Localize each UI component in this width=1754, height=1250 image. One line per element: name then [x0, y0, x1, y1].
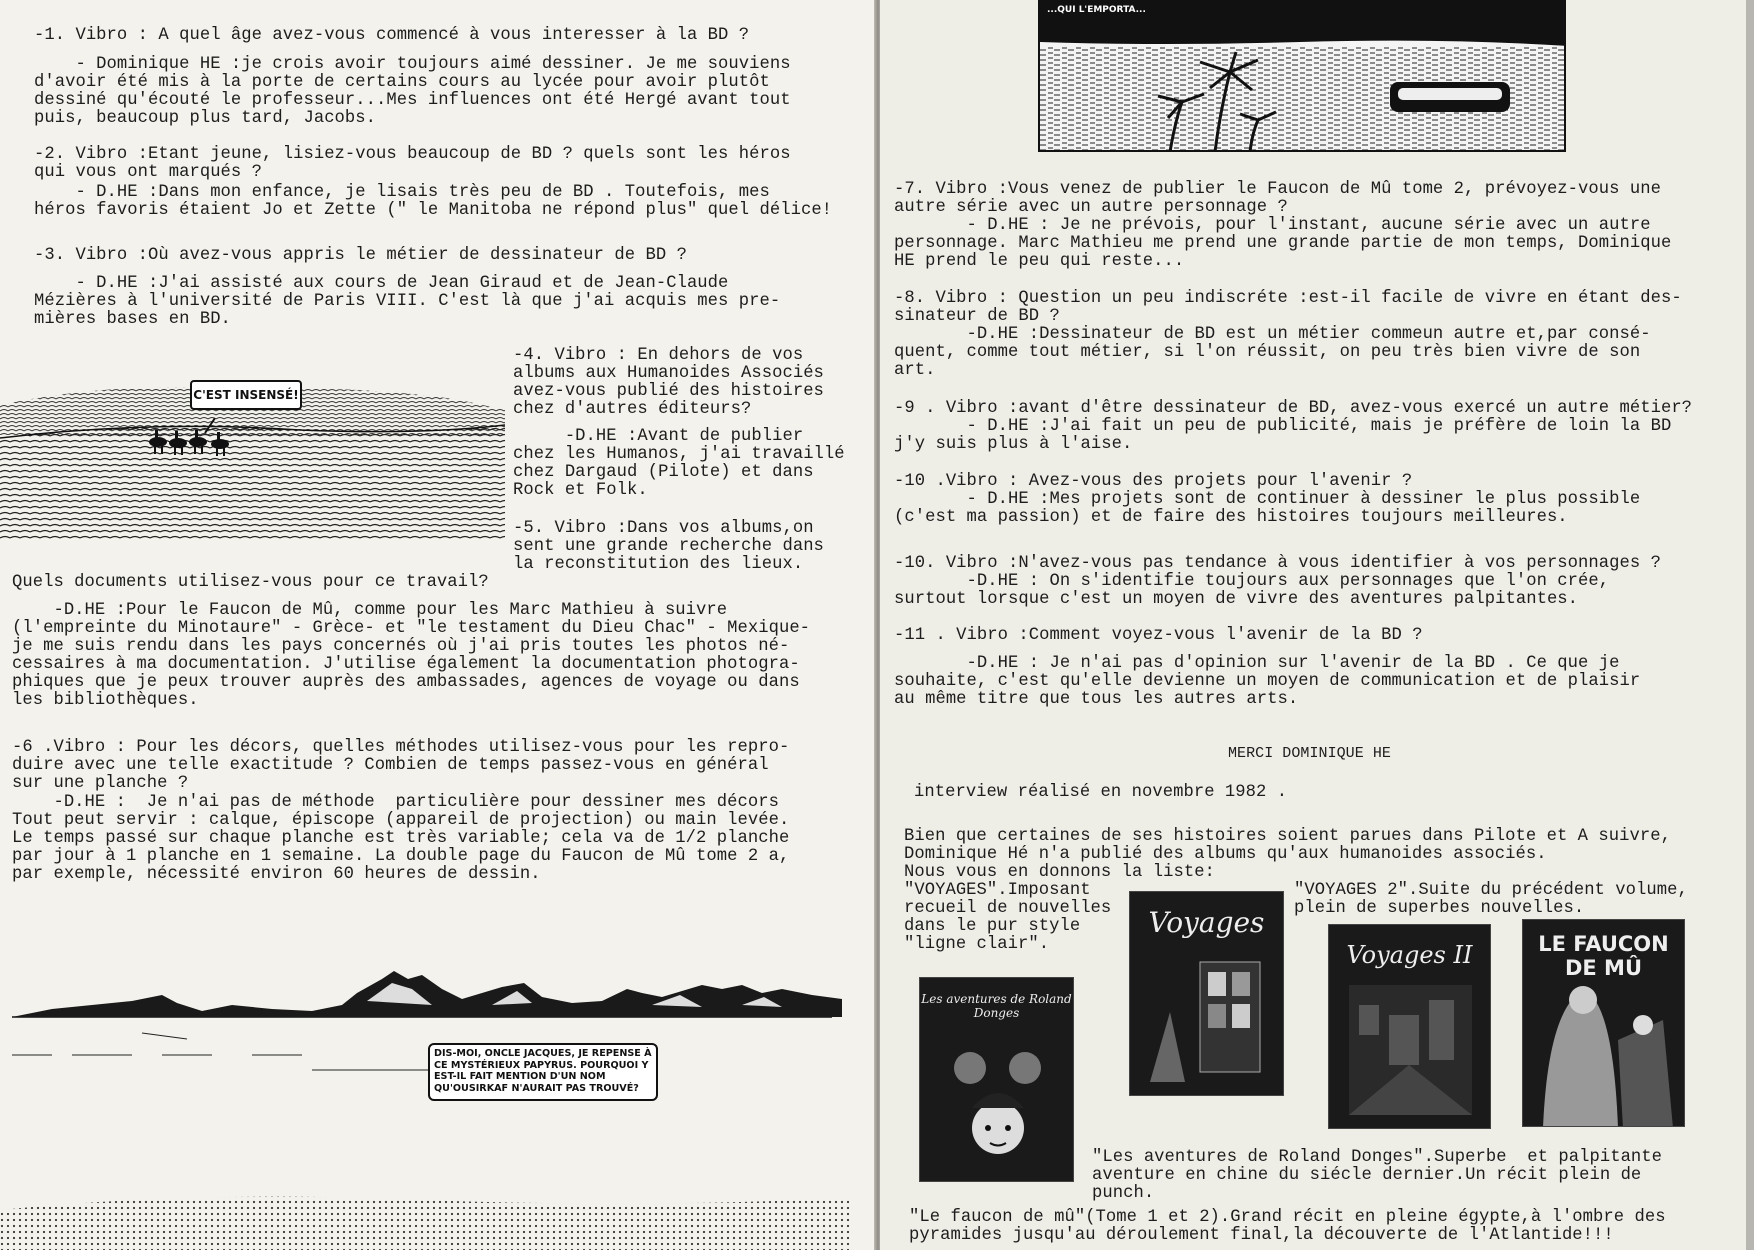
- sea-sarcophagus-panel: [1038, 0, 1566, 152]
- roland-desc-line-3: punch.: [1092, 1184, 1155, 1203]
- speech-bubble-dialogue: DIS-MOI, ONCLE JACQUES, JE REPENSE À CE MYSTÉRIEUX PAPYRUS. POURQUOI Y EST-IL FAIT MENTION D'UN NOM QU'OUSIRKAF N'AURAIT PAS TROUVÉ?: [428, 1043, 658, 1101]
- answer-10a-line-2: (c'est ma passion) et de faire des histoires toujours meilleures.: [894, 508, 1568, 527]
- answer-3-line-2: Mézières à l'université de Paris VIII. C'est là que j'ai acquis mes pre-: [34, 292, 781, 311]
- question-5-line-2: sent une grande recherche dans: [513, 537, 824, 556]
- bibliography-intro-line-3: Nous vous en donnons la liste:: [904, 863, 1215, 882]
- question-5-line-1: -5. Vibro :Dans vos albums,on: [513, 519, 814, 538]
- question-2-line-2: qui vous ont marqués ?: [34, 163, 263, 182]
- left-page: [0, 0, 875, 1250]
- answer-11-line-3: au même titre que tous les autres arts.: [894, 690, 1299, 709]
- interview-date: interview réalisé en novembre 1982 .: [914, 783, 1288, 802]
- voyages-desc-line-3: dans le pur style: [904, 917, 1081, 936]
- question-6-line-3: sur une planche ?: [12, 774, 189, 793]
- question-7-line-1: -7. Vibro :Vous venez de publier le Faucon de Mû tome 2, prévoyez-vous une: [894, 180, 1661, 199]
- thanks-line: MERCI DOMINIQUE HE: [1228, 745, 1391, 762]
- panel-caption: ...QUI L'EMPORTA...: [1044, 4, 1149, 16]
- question-10a: -10 .Vibro : Avez-vous des projets pour l'avenir ?: [894, 472, 1413, 491]
- question-5-line-3: la reconstitution des lieux.: [513, 555, 804, 574]
- question-4-line-1: -4. Vibro : En dehors de vos: [513, 346, 804, 365]
- answer-5-line-3: je me suis rendu dans les pays concernés où j'ai pris toutes les photos né-: [12, 637, 790, 656]
- cover-title: Voyages: [1148, 906, 1265, 939]
- question-3: -3. Vibro :Où avez-vous appris le métier de dessinateur de BD ?: [34, 246, 687, 265]
- answer-7-line-3: HE prend le peu qui reste...: [894, 252, 1185, 271]
- answer-5-line-5: phiques que je peux trouver auprès des ambassades, agences de voyage ou dans: [12, 673, 800, 692]
- bibliography-intro-line-2: Dominique Hé n'a publié des albums qu'aux humanoides associés.: [904, 845, 1547, 864]
- answer-11-line-1: -D.HE : Je n'ai pas d'opinion sur l'avenir de la BD . Ce que je: [894, 654, 1620, 673]
- answer-5-line-6: les bibliothèques.: [12, 691, 199, 710]
- album-cover-voyages-ii: [1328, 924, 1491, 1129]
- roland-desc-line-2: aventure en chine du siécle dernier.Un récit plein de: [1092, 1166, 1642, 1185]
- cover-title: Voyages II: [1346, 941, 1473, 969]
- voyages2-desc-line-2: plein de superbes nouvelles.: [1294, 899, 1585, 918]
- answer-6-line-3: Le temps passé sur chaque planche est très variable; cela va de 1/2 planche: [12, 829, 790, 848]
- answer-10b-line-1: -D.HE : On s'identifie toujours aux personnages que l'on crée,: [894, 572, 1610, 591]
- faucon-desc-line-2: pyramides jusqu'au déroulement final,la découverte de l'Atlantide!!!: [909, 1226, 1614, 1245]
- answer-5-line-4: cessaires à ma documentation. J'utilise également la documentation photogra-: [12, 655, 800, 674]
- voyages-desc-line-1: "VOYAGES".Imposant: [904, 881, 1091, 900]
- question-11: -11 . Vibro :Comment voyez-vous l'avenir de la BD ?: [894, 626, 1423, 645]
- answer-8-line-2: quent, comme tout métier, si l'on réussit, on peu très bien vivre de son: [894, 343, 1641, 362]
- answer-4-line-1: -D.HE :Avant de publier: [513, 427, 804, 446]
- question-10b: -10. Vibro :N'avez-vous pas tendance à vous identifier à vos personnages ?: [894, 554, 1661, 573]
- answer-4-line-4: Rock et Folk.: [513, 481, 648, 500]
- answer-7-line-1: - D.HE : Je ne prévois, pour l'instant, aucune série avec un autre: [894, 216, 1651, 235]
- question-1: -1. Vibro : A quel âge avez-vous commencé à vous interesser à la BD ?: [34, 26, 750, 45]
- page-edge: [1746, 0, 1754, 1250]
- question-5-line-4: Quels documents utilisez-vous pour ce travail?: [12, 573, 489, 592]
- answer-11-line-2: souhaite, c'est qu'elle devienne un moyen de communication et de plaisir: [894, 672, 1641, 691]
- answer-2-line-2: héros favoris étaient Jo et Zette (" le Manitoba ne répond plus" quel délice!: [34, 201, 833, 220]
- question-4-line-4: chez d'autres éditeurs?: [513, 400, 752, 419]
- voyages2-desc-line-1: "VOYAGES 2".Suite du précédent volume,: [1294, 881, 1688, 900]
- question-2-line-1: -2. Vibro :Etant jeune, lisiez-vous beaucoup de BD ? quels sont les héros: [34, 145, 791, 164]
- speech-bubble: C'EST INSENSÉ!: [190, 380, 302, 410]
- answer-8-line-1: -D.HE :Dessinateur de BD est un métier commeun autre et,par consé-: [894, 325, 1651, 344]
- answer-1-line-4: puis, beaucoup plus tard, Jacobs.: [34, 109, 377, 128]
- roland-desc-line-1: "Les aventures de Roland Donges".Superbe et palpitante: [1092, 1148, 1663, 1167]
- question-4-line-3: avez-vous publié des histoires: [513, 382, 824, 401]
- question-8-line-1: -8. Vibro : Question un peu indiscréte :est-il facile de vivre en étant des-: [894, 289, 1682, 308]
- answer-6-line-4: par jour à 1 planche en 1 semaine. La double page du Faucon de Mû tome 2 a,: [12, 847, 790, 866]
- question-6-line-2: duire avec une telle exactitude ? Combien de temps passez-vous en général: [12, 756, 769, 775]
- answer-7-line-2: personnage. Marc Mathieu me prend une grande partie de mon temps, Dominique: [894, 234, 1672, 253]
- answer-8-line-3: art.: [894, 361, 936, 380]
- answer-10a-line-1: - D.HE :Mes projets sont de continuer à dessiner le plus possible: [894, 490, 1641, 509]
- question-9: -9 . Vibro :avant d'être dessinateur de BD, avez-vous exercé un autre métier?: [894, 399, 1693, 418]
- answer-3-line-1: - D.HE :J'ai assisté aux cours de Jean Giraud et de Jean-Claude: [34, 274, 729, 293]
- answer-4-line-2: chez les Humanos, j'ai travaillé: [513, 445, 845, 464]
- question-4-line-2: albums aux Humanoides Associés: [513, 364, 824, 383]
- voyages-desc-line-2: recueil de nouvelles: [904, 899, 1112, 918]
- album-cover-voyages: [1129, 891, 1284, 1096]
- answer-2-line-1: - D.HE :Dans mon enfance, je lisais très peu de BD . Toutefois, mes: [34, 183, 770, 202]
- answer-10b-line-2: surtout lorsque c'est un moyen de vivre des aventures palpitantes.: [894, 590, 1579, 609]
- answer-1-line-2: d'avoir été mis à la porte de certains cours au lycée pour avoir plutôt: [34, 73, 770, 92]
- answer-5-line-2: (l'empreinte du Minotaure" - Grèce- et "le testament du Dieu Chac" - Mexique-: [12, 619, 811, 638]
- question-7-line-2: autre série avec un autre personnage ?: [894, 198, 1288, 217]
- answer-4-line-3: chez Dargaud (Pilote) et dans: [513, 463, 814, 482]
- cover-title: Les aventures de Roland Donges: [921, 992, 1072, 1020]
- answer-6-line-1: -D.HE : Je n'ai pas de méthode particulière pour dessiner mes décors: [12, 793, 779, 812]
- faucon-desc-line-1: "Le faucon de mû"(Tome 1 et 2).Grand récit en pleine égypte,à l'ombre des: [909, 1208, 1666, 1227]
- bibliography-intro-line-1: Bien que certaines de ses histoires soient parues dans Pilote et A suivre,: [904, 827, 1671, 846]
- answer-9-line-1: - D.HE :J'ai fait un peu de publicité, mais je préfère de loin la BD: [894, 417, 1672, 436]
- album-cover-roland-donges: [919, 977, 1074, 1182]
- answer-6-line-5: par exemple, nécessité environ 60 heures de dessin.: [12, 865, 541, 884]
- answer-3-line-3: mières bases en BD.: [34, 310, 231, 329]
- answer-1-line-1: - Dominique HE :je crois avoir toujours aimé dessiner. Je me souviens: [34, 55, 791, 74]
- answer-1-line-3: dessiné qu'écouté le professeur...Mes influences ont été Hergé avant tout: [34, 91, 791, 110]
- album-cover-le-faucon-de-mu: [1522, 919, 1685, 1127]
- desert-cliffs-illustration: [12, 905, 842, 1095]
- question-8-line-2: sinateur de BD ?: [894, 307, 1060, 326]
- voyages-desc-line-4: "ligne clair".: [904, 935, 1050, 954]
- dotted-ground-illustration: [0, 1170, 850, 1250]
- answer-9-line-2: j'y suis plus à l'aise.: [894, 435, 1133, 454]
- cover-title: LE FAUCON DE MÛ: [1538, 932, 1669, 980]
- answer-5-line-1: -D.HE :Pour le Faucon de Mû, comme pour les Marc Mathieu à suivre: [12, 601, 728, 620]
- answer-6-line-2: Tout peut servir : calque, épiscope (appareil de projection) ou main levée.: [12, 811, 790, 830]
- question-6-line-1: -6 .Vibro : Pour les décors, quelles méthodes utilisez-vous pour les repro-: [12, 738, 790, 757]
